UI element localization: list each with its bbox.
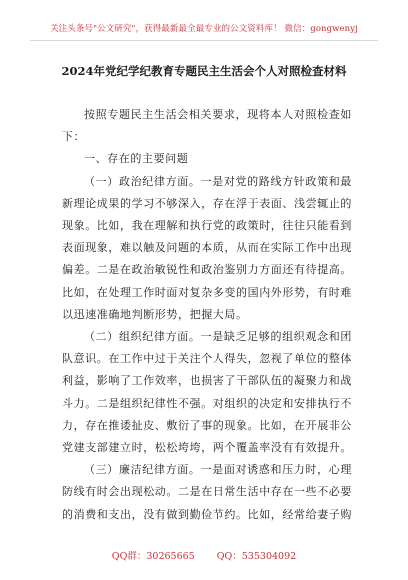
footer-qq-group: QQ群：30265665 — [111, 551, 195, 562]
section-heading: 一、存在的主要问题 — [84, 152, 189, 166]
paragraph-intro: 按照专题民主生活会相关要求，现将本人对照检查如下： — [62, 108, 352, 144]
paragraph-integrity-discipline: （三）廉洁纪律方面。一是面对诱惑和压力时，心理防线有时会出现松动。二是在日常生活中存在一些不必要的消费和支出，没有做到勤俭节约。比如，经常给妻子购 — [62, 463, 352, 521]
paragraph-organizational-discipline: （二）组织纪律方面。一是缺乏足够的组织观念和团队意识。在工作中过于关注个人得失，忽视了单位的整体利益，影响了工作效率，也损害了干部队伍的凝聚力和战斗力。二是组织纪律性不强。对组织的决定和安排执行不力，存在推诿扯皮、敷衍了事的现象。比如，在开展非公党建支部建立时，松松垮垮，两个覆盖率没有有效提升。 — [62, 330, 352, 455]
footer-qq-number: QQ：535304092 — [216, 551, 297, 562]
paragraph-political-discipline: （一）政治纪律方面。一是对党的路线方针政策和最新理论成果的学习不够深入，存在浮于表面、浅尝辄止的现象。比如，我在理解和执行党的政策时，往往只能看到表面现象，难以触及问题的本质，从而在实际工作中出现偏差。二是在政治敏锐性和政治鉴别力方面还有待提高。比如，在处理工作时面对复杂多变的国内外形势，有时难以迅速准确地判断形势，把握大局。 — [62, 174, 352, 321]
header-banner: 关注头条号"公文研究"，获得最新最全最专业的公文资料库！ 微信：gongwenyj — [50, 24, 358, 34]
document-title: 2024年党纪学纪教育专题民主生活会个人对照检查材料 — [61, 64, 347, 78]
footer-contacts — [0, 548, 408, 562]
document-body — [62, 104, 352, 526]
header-divider — [30, 40, 378, 41]
